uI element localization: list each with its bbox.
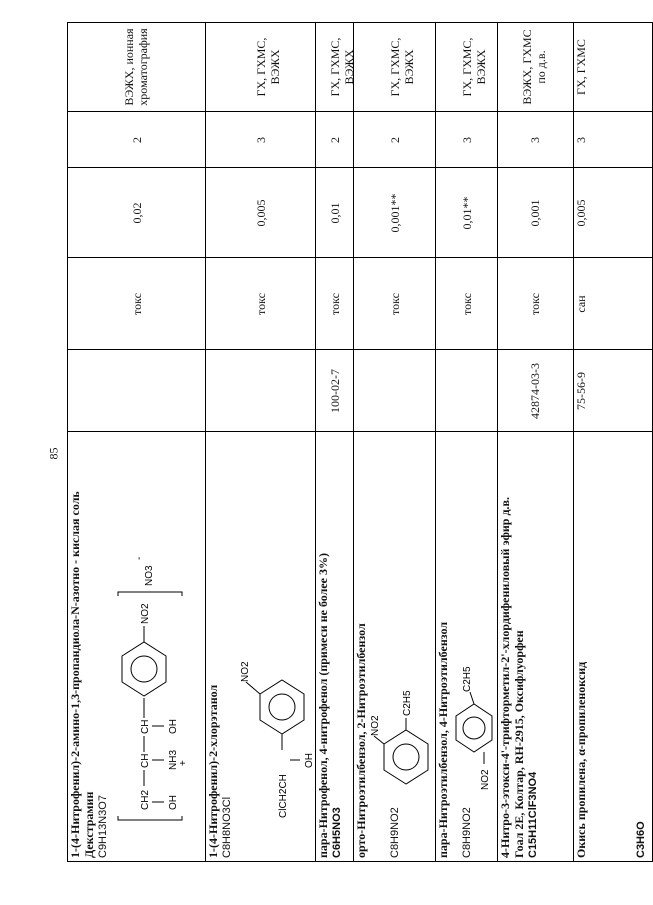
label-oh-2: OH bbox=[168, 719, 179, 734]
mac-cell: 0,001 bbox=[528, 199, 542, 227]
hazard-level-cell: 3 bbox=[460, 137, 474, 143]
substance-name: 4-Нитро-3-этокси-4'-трифторметил-2'-хлордифениловый эфир д.в. bbox=[498, 496, 512, 858]
table-row bbox=[67, 22, 206, 862]
substance-cell bbox=[68, 432, 110, 858]
substance-table bbox=[67, 22, 652, 862]
label-no3: NO3 bbox=[144, 565, 155, 586]
hazard-class-cell: сан bbox=[574, 295, 588, 313]
structure-dextramine bbox=[112, 492, 193, 822]
hazard-level-cell: 2 bbox=[130, 137, 144, 143]
method-cell: ГХ, ГХМС bbox=[574, 39, 588, 95]
substance-cell bbox=[206, 432, 234, 858]
label-plus: + bbox=[178, 760, 189, 766]
label-oh-1: OH bbox=[168, 795, 179, 810]
hazard-class-cell: токс bbox=[528, 293, 542, 315]
substance-formula: C6H5NO3 bbox=[331, 807, 343, 858]
substance-cell bbox=[574, 432, 648, 858]
mac-cell: 0,005 bbox=[254, 199, 268, 227]
cas-cell: 100-02-7 bbox=[328, 369, 342, 413]
label-oh: OH bbox=[304, 753, 315, 768]
method-cell: ГХ, ГХМС, ВЭЖХ bbox=[388, 37, 416, 97]
hazard-level-cell: 2 bbox=[328, 137, 342, 143]
method-cell: ГХ, ГХМС, ВЭЖХ bbox=[460, 37, 488, 97]
label-no2: NO2 bbox=[240, 661, 251, 682]
hazard-level-cell: 3 bbox=[574, 137, 588, 143]
structure-para-nitroethylbenzene bbox=[450, 622, 503, 792]
table-border-left bbox=[67, 861, 652, 862]
table-row bbox=[353, 22, 436, 862]
label-no2: NO2 bbox=[480, 769, 491, 790]
label-ch-1: CH bbox=[140, 753, 151, 768]
table-row bbox=[205, 22, 316, 862]
page-number: 85 bbox=[46, 447, 61, 460]
substance-synonyms: Декстрамин bbox=[82, 791, 96, 858]
label-c2h5: C2H5 bbox=[462, 666, 473, 692]
hazard-level-cell: 2 bbox=[388, 137, 402, 143]
substance-cell bbox=[316, 432, 344, 858]
method-cell: ВЭЖХ, ГХМС по д.в. bbox=[520, 29, 548, 105]
method-cell: ГХ, ГХМС, ВЭЖХ bbox=[328, 37, 356, 97]
label-nh3: NH3 bbox=[168, 749, 179, 770]
method-cell: ГХ, ГХМС, ВЭЖХ bbox=[254, 37, 282, 97]
label-no2: NO2 bbox=[140, 603, 151, 624]
hazard-class-cell: токс bbox=[130, 293, 144, 315]
substance-formula: C9H13N3O7 bbox=[97, 795, 109, 858]
substance-name: Окись пропилена, α-пропиленоксид bbox=[574, 661, 588, 858]
substance-formula: C15H11ClF3NO4 bbox=[527, 771, 539, 858]
substance-name: пара-Нитроэтилбензол, 4-Нитроэтилбензол bbox=[436, 621, 450, 858]
hazard-class-cell: токс bbox=[328, 293, 342, 315]
hazard-class-cell: токс bbox=[460, 293, 474, 315]
hazard-class-cell: токс bbox=[388, 293, 402, 315]
table-row bbox=[435, 22, 498, 862]
substance-formula: C8H9NO2 bbox=[389, 807, 401, 858]
column-rule bbox=[67, 349, 652, 350]
label-no2: NO2 bbox=[370, 715, 381, 736]
substance-formula: C8H8NO3Cl bbox=[221, 796, 233, 858]
column-rule bbox=[67, 431, 652, 432]
substance-cell bbox=[498, 432, 540, 858]
mac-cell: 0,01 bbox=[328, 202, 342, 224]
table-row bbox=[573, 22, 653, 862]
column-rule bbox=[67, 167, 652, 168]
structure-chlorethanol bbox=[238, 592, 319, 822]
table-row bbox=[315, 22, 354, 862]
label-minus: - bbox=[134, 556, 145, 560]
mac-cell: 0,02 bbox=[130, 202, 144, 224]
method-cell: ВЭЖХ, ионная хроматография bbox=[122, 28, 150, 106]
cas-cell: 75-56-9 bbox=[574, 372, 588, 410]
hazard-class-cell: токс bbox=[254, 293, 268, 315]
substance-name: 1-(4-Нитрофенил)-2-амино-1,3-пропандиола-N-азотно - кислая соль bbox=[68, 491, 82, 858]
substance-name: пара-Нитрофенол, 4-нитрофенол (примеси не более 3%) bbox=[316, 552, 330, 858]
substance-cell bbox=[354, 432, 402, 858]
label-ch2: CH2 bbox=[140, 789, 151, 810]
label-ch-2: CH bbox=[140, 719, 151, 734]
column-rule bbox=[67, 111, 652, 112]
mac-cell: 0,001** bbox=[388, 193, 402, 233]
table-border-right bbox=[67, 22, 652, 23]
mac-cell: 0,005 bbox=[574, 199, 588, 227]
substance-synonyms: Гоал 2Е, Колтар, RH-2915, Оксифлуорфен bbox=[512, 630, 526, 858]
substance-formula: C8H9NO2 bbox=[461, 807, 473, 858]
hazard-level-cell: 3 bbox=[528, 137, 542, 143]
hazard-level-cell: 3 bbox=[254, 137, 268, 143]
structure-ortho-nitroethylbenzene bbox=[368, 662, 439, 792]
cas-cell: 42874-03-3 bbox=[528, 363, 542, 419]
substance-formula: C3H6O bbox=[635, 821, 647, 858]
substance-name: орто-Нитроэтилбензол, 2-Нитроэтилбензол bbox=[354, 623, 368, 858]
mac-cell: 0,01** bbox=[460, 196, 474, 230]
table-row bbox=[497, 22, 574, 862]
label-c2h5: C2H5 bbox=[402, 690, 413, 716]
label-clch2ch: ClCH2CH bbox=[278, 774, 289, 818]
column-rule bbox=[67, 257, 652, 258]
substance-name: 1-(4-Нитрофенил)-2-хлорэтанол bbox=[206, 684, 220, 858]
